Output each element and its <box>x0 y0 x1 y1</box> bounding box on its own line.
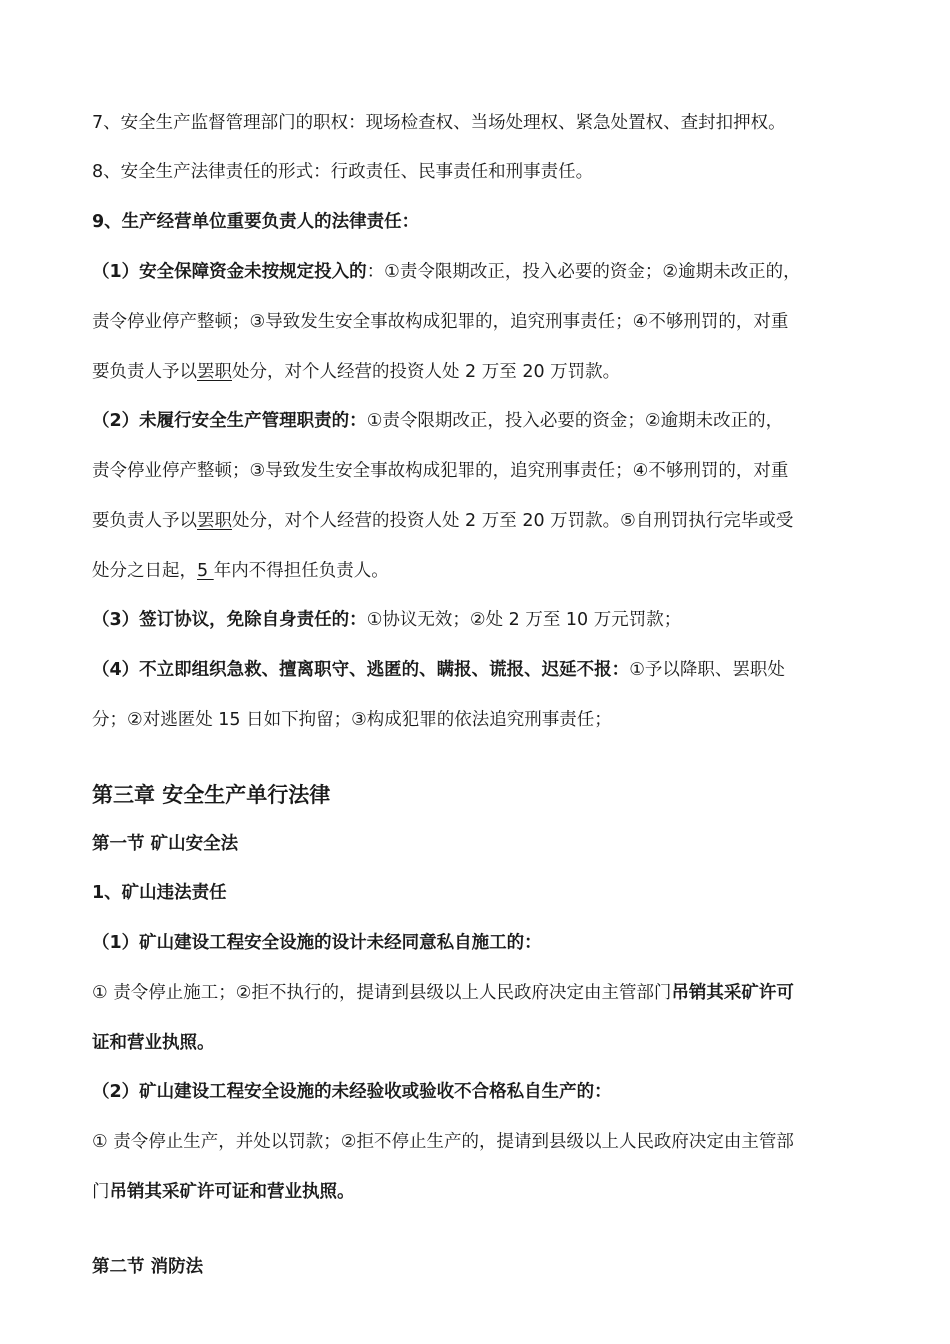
clause-1-line-2 <box>92 314 788 332</box>
clause-3-line <box>92 612 681 630</box>
mine-clause-2-text-2a: 门 <box>92 1182 110 1202</box>
mine-clause-1-heading <box>92 935 542 953</box>
mine-clause-1-bold-text-2: 证和营业执照。 <box>92 1033 215 1053</box>
clause-3-text: ①协议无效；②处 2 万至 10 万元罚款； <box>366 610 682 630</box>
mine-clause-1-bold-text: 吊销其采矿许可 <box>671 983 794 1003</box>
clause-2-text-3c: 处分，对个人经营的投资人处 2 万至 20 万罚款。⑤自刑罚执行完毕或受 <box>232 511 794 531</box>
clause-2-line-4 <box>92 563 389 581</box>
mine-item-1-heading <box>92 885 227 903</box>
item-8-text: 8、安全生产法律责任的形式：行政责任、民事责任和刑事责任。 <box>92 162 594 182</box>
item-8-paragraph <box>92 164 593 182</box>
section-1-heading <box>92 836 238 854</box>
item-9-heading-text: 9、生产经营单位重要负责人的法律责任： <box>92 212 420 232</box>
mine-clause-1-line-2 <box>92 1035 215 1053</box>
clause-1-text-3a: 要负责人予以 <box>92 362 197 382</box>
clause-1-underlined-term: 罢职 <box>197 362 232 382</box>
clause-2-underlined-years: 5 <box>197 561 214 581</box>
clause-2-text: ①责令限期改正，投入必要的资金；②逾期未改正的， <box>366 411 784 431</box>
clause-2-underlined-term: 罢职 <box>197 511 232 531</box>
mine-clause-2-title: （2）矿山建设工程安全设施的未经验收或验收不合格私自生产的： <box>92 1082 612 1102</box>
section-2-title: 第二节 消防法 <box>92 1257 204 1277</box>
clause-2-line-1 <box>92 413 783 431</box>
clause-1-text-3c: 处分，对个人经营的投资人处 2 万至 20 万罚款。 <box>232 362 621 382</box>
clause-2-text-4c: 年内不得担任负责人。 <box>213 561 389 581</box>
mine-clause-2-heading <box>92 1084 612 1102</box>
section-1-title: 第一节 矿山安全法 <box>92 834 239 854</box>
item-7-text: 7、安全生产监督管理部门的职权：现场检查权、当场处理权、紧急处置权、查封扣押权。 <box>92 113 786 133</box>
mine-clause-2-line-1 <box>92 1134 794 1152</box>
clause-4-line-1 <box>92 662 785 680</box>
mine-clause-2-bold-text: 吊销其采矿许可证和营业执照。 <box>109 1182 355 1202</box>
item-7-paragraph <box>92 115 786 133</box>
mine-clause-2-text: ① 责令停止生产，并处以罚款；②拒不停止生产的，提请到县级以上人民政府决定由主管部 <box>92 1132 794 1152</box>
clause-4-title: （4）不立即组织急救、擅离职守、逃匿的、瞒报、谎报、迟延不报： <box>92 660 630 680</box>
clause-1-line-3 <box>92 364 620 382</box>
clause-4-text-2: 分；②对逃匿处 15 日如下拘留；③构成犯罪的依法追究刑事责任； <box>92 710 612 730</box>
clause-2-line-3 <box>92 513 793 531</box>
clause-2-text-4a: 处分之日起， <box>92 561 197 581</box>
mine-item-1-title: 1、矿山违法责任 <box>92 883 227 903</box>
clause-4-line-2 <box>92 712 612 730</box>
item-9-heading <box>92 214 419 232</box>
clause-4-text: ①予以降职、罢职处 <box>629 660 785 680</box>
chapter-3-heading <box>92 785 330 806</box>
mine-clause-1-text: ① 责令停止施工；②拒不执行的，提请到县级以上人民政府决定由主管部门 <box>92 983 672 1003</box>
mine-clause-1-title: （1）矿山建设工程安全设施的设计未经同意私自施工的： <box>92 933 542 953</box>
clause-1-title: （1）安全保障资金未按规定投入的 <box>92 262 367 282</box>
clause-1-text: ：①责令限期改正，投入必要的资金；②逾期未改正的， <box>366 262 801 282</box>
clause-2-text-3a: 要负责人予以 <box>92 511 197 531</box>
clause-2-text-2: 责令停业停产整顿；③导致发生安全事故构成犯罪的，追究刑事责任；④不够刑罚的，对重 <box>92 461 789 481</box>
clause-1-line-1 <box>92 264 801 282</box>
mine-clause-2-line-2 <box>92 1184 355 1202</box>
section-2-heading <box>92 1259 203 1277</box>
clause-1-text-2: 责令停业停产整顿；③导致发生安全事故构成犯罪的，追究刑事责任；④不够刑罚的，对重 <box>92 312 789 332</box>
clause-2-line-2 <box>92 463 788 481</box>
clause-2-title: （2）未履行安全生产管理职责的： <box>92 411 367 431</box>
chapter-3-title: 第三章 安全生产单行法律 <box>92 783 331 807</box>
mine-clause-1-line-1 <box>92 985 794 1003</box>
clause-3-title: （3）签订协议，免除自身责任的： <box>92 610 367 630</box>
